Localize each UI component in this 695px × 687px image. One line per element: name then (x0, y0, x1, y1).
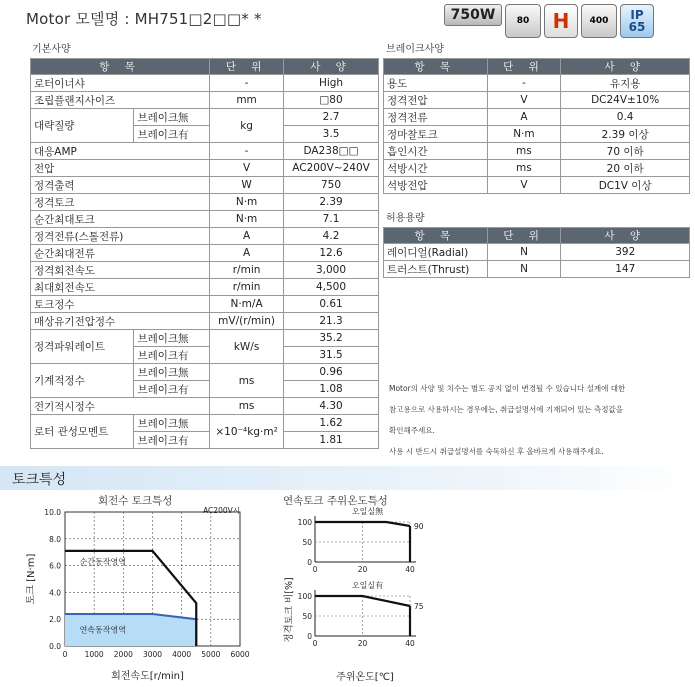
row-value: DA238□□ (284, 143, 379, 160)
x-tick-label: 2000 (113, 650, 133, 659)
row-value: DC24V±10% (561, 92, 690, 109)
row-unit: ms (210, 398, 284, 415)
temp-torque-chart (280, 502, 430, 687)
row-unit: N·m (210, 211, 284, 228)
row-value: 1.81 (284, 432, 379, 449)
row-label: 석방시간 (384, 160, 488, 177)
row-label: 최대회전속도 (31, 279, 210, 296)
inertia-badge: H (544, 4, 578, 38)
row-label: 순간최대전류 (31, 245, 210, 262)
table-row (31, 398, 379, 415)
table-row (31, 262, 379, 279)
row-unit: r/min (210, 279, 284, 296)
row-unit: - (487, 75, 561, 92)
row-sublabel: 브레이크有 (134, 347, 210, 364)
row-unit: A (210, 228, 284, 245)
x-tick-label: 5000 (201, 650, 221, 659)
table-row (384, 109, 690, 126)
y-tick-label: 0.0 (49, 642, 61, 651)
power-badge: 750W (444, 4, 502, 26)
table-row (31, 194, 379, 211)
row-unit: mm (210, 92, 284, 109)
table-row (384, 160, 690, 177)
row-value: 1.62 (284, 415, 379, 432)
row-label: 정격전류(스톨전류) (31, 228, 210, 245)
row-label: 용도 (384, 75, 488, 92)
row-value: 0.61 (284, 296, 379, 313)
row-label: 정격회전속도 (31, 262, 210, 279)
row-unit: kW/s (210, 330, 284, 364)
row-label: 레이디얼(Radial) (384, 244, 488, 261)
row-unit: ms (487, 143, 561, 160)
load-header-unit: 단 위 (487, 228, 561, 244)
page-title: Motor 모델명 : MH751□2□□* * (26, 10, 262, 28)
table-row (31, 109, 379, 126)
x-tick-label: 0 (312, 565, 318, 574)
row-value: High (284, 75, 379, 92)
x-tick-label: 4000 (172, 650, 192, 659)
row-value: 3.5 (284, 126, 379, 143)
notice-line: Motor의 사양 및 치수는 별도 공지 없이 변경될 수 있습니다 설계에 대한 (389, 384, 626, 393)
end-value-label: 90 (414, 522, 424, 531)
section-band (0, 466, 695, 490)
y-tick-label: 100 (297, 518, 312, 527)
x-tick-label: 40 (405, 639, 415, 648)
brake-header-spec: 사 양 (561, 59, 690, 75)
load-header-item: 항 목 (384, 228, 488, 244)
row-label: 정격파워레이트 (31, 330, 134, 364)
table-row (31, 279, 379, 296)
ip-badge (620, 4, 654, 38)
speed-torque-title: 회전수 토크특성 (98, 495, 173, 507)
row-unit: kg (210, 109, 284, 143)
basic-header-unit: 단 위 (210, 59, 284, 75)
table-row (31, 364, 379, 381)
row-label: 대략질량 (31, 109, 134, 143)
notice-text (389, 378, 689, 462)
row-sublabel: 브레이크無 (134, 109, 210, 126)
row-unit: A (210, 245, 284, 262)
y-tick-label: 0 (307, 558, 312, 567)
x-tick-label: 20 (357, 639, 368, 648)
temp-torque-title: 연속토크 주위온도특성 (283, 495, 388, 507)
end-value-label: 75 (414, 602, 424, 611)
row-label: 조립플랜지사이즈 (31, 92, 210, 109)
row-unit: N·m/A (210, 296, 284, 313)
y-tick-label: 6.0 (49, 561, 61, 571)
table-row (384, 261, 690, 278)
row-value: 147 (561, 261, 690, 278)
row-label: 로터 관성모멘트 (31, 415, 134, 449)
notice-line: 참고용으로 사용하시는 경우에는, 취급설명서에 기재되어 있는 측정값을 (389, 405, 624, 414)
load-spec-label: 허용용량 (386, 213, 425, 224)
row-label: 기계적정수 (31, 364, 134, 398)
row-unit: ×10⁻⁴kg·m² (210, 415, 284, 449)
row-value: 35.2 (284, 330, 379, 347)
row-value: 1.08 (284, 381, 379, 398)
row-sublabel: 브레이크有 (134, 432, 210, 449)
panel-label: 오일실有 (351, 581, 384, 590)
row-value: 4,500 (284, 279, 379, 296)
basic-header-item: 항 목 (31, 59, 210, 75)
row-unit: mV/(r/min) (210, 313, 284, 330)
x-tick-label: 3000 (142, 650, 163, 659)
row-value: 392 (561, 244, 690, 261)
table-row (384, 92, 690, 109)
y-tick-label: 2.0 (49, 615, 61, 625)
row-value: 12.6 (284, 245, 379, 262)
table-row (31, 228, 379, 245)
row-unit: r/min (210, 262, 284, 279)
row-unit: N (487, 261, 561, 278)
flange-badge: 80 (505, 4, 541, 38)
y-tick-label: 50 (302, 612, 312, 621)
brake-spec-table (383, 58, 690, 194)
peak-region-label: 순간동작영역 (79, 557, 126, 567)
row-value: 3,000 (284, 262, 379, 279)
row-label: 매상유기전압정수 (31, 313, 210, 330)
panel-label: 오일실無 (351, 507, 384, 516)
row-sublabel: 브레이크無 (134, 415, 210, 432)
chart-annotation: AC200V시 (203, 506, 240, 515)
row-label: 순간최대토크 (31, 211, 210, 228)
row-label: 토크정수 (31, 296, 210, 313)
table-row (384, 244, 690, 261)
table-row (31, 330, 379, 347)
row-unit: N·m (210, 194, 284, 211)
row-unit: V (487, 92, 561, 109)
table-row (384, 75, 690, 92)
row-unit: V (210, 160, 284, 177)
load-spec-table (383, 227, 690, 278)
row-value: □80 (284, 92, 379, 109)
row-label: 흡인시간 (384, 143, 488, 160)
row-label: 전압 (31, 160, 210, 177)
x-axis-label: 주위온도[℃] (336, 672, 394, 683)
y-axis-label: 토크 [N·m] (26, 553, 37, 605)
ip-badge-top: IP (630, 8, 644, 22)
y-tick-label: 8.0 (49, 534, 61, 544)
brake-header-item: 항 목 (384, 59, 488, 75)
table-row (31, 296, 379, 313)
row-value: 0.96 (284, 364, 379, 381)
x-tick-label: 6000 (230, 650, 250, 659)
table-row (31, 211, 379, 228)
table-row (384, 177, 690, 194)
row-value: 2.7 (284, 109, 379, 126)
badge-group (444, 4, 654, 38)
row-sublabel: 브레이크有 (134, 381, 210, 398)
row-label: 석방전압 (384, 177, 488, 194)
x-tick-label: 0 (312, 639, 318, 648)
ip-badge-bottom: 65 (628, 20, 646, 34)
table-row (384, 143, 690, 160)
notice-line: 사용 시 반드시 취급설명서를 숙독하신 후 올바르게 사용해주세요. (389, 447, 604, 456)
table-row (31, 160, 379, 177)
brake-spec-label: 브레이크사양 (386, 44, 444, 55)
table-row (31, 177, 379, 194)
row-label: 로터이너샤 (31, 75, 210, 92)
row-unit: N·m (487, 126, 561, 143)
row-label: 정격전류 (384, 109, 488, 126)
row-label: 정격토크 (31, 194, 210, 211)
y-tick-label: 50 (302, 538, 312, 547)
notice-line: 확인해주세요. (389, 426, 435, 435)
table-row (31, 75, 379, 92)
row-value: 4.2 (284, 228, 379, 245)
row-sublabel: 브레이크有 (134, 126, 210, 143)
x-tick-label: 20 (357, 565, 368, 574)
table-row (31, 313, 379, 330)
row-label: 정격전압 (384, 92, 488, 109)
row-value: 0.4 (561, 109, 690, 126)
brake-header-unit: 단 위 (487, 59, 561, 75)
x-tick-label: 0 (62, 650, 68, 659)
row-label: 전기적시정수 (31, 398, 210, 415)
table-row (31, 143, 379, 160)
continuous-region-label: 연속동작영역 (79, 625, 126, 635)
table-row (384, 126, 690, 143)
row-unit: - (210, 143, 284, 160)
row-value: 21.3 (284, 313, 379, 330)
x-tick-label: 1000 (84, 650, 104, 659)
row-unit: A (487, 109, 561, 126)
row-unit: ms (487, 160, 561, 177)
y-tick-label: 4.0 (49, 588, 61, 598)
y-tick-label: 0 (307, 632, 312, 641)
row-value: 2.39 (284, 194, 379, 211)
row-label: 정마찰토크 (384, 126, 488, 143)
speed-torque-chart (20, 505, 280, 685)
row-value: 4.30 (284, 398, 379, 415)
load-header-spec: 사 양 (561, 228, 690, 244)
row-label: 대응AMP (31, 143, 210, 160)
y-tick-label: 100 (297, 592, 312, 601)
voltage-badge: 400 (581, 4, 617, 38)
row-value: 7.1 (284, 211, 379, 228)
row-unit: - (210, 75, 284, 92)
row-value: AC200V~240V (284, 160, 379, 177)
row-unit: N (487, 244, 561, 261)
section-title: 토크특성 (12, 472, 67, 488)
row-sublabel: 브레이크無 (134, 364, 210, 381)
y-axis-label: 정격토크 비[%] (284, 577, 295, 643)
table-row (31, 415, 379, 432)
row-unit: ms (210, 364, 284, 398)
row-value: 유지용 (561, 75, 690, 92)
y-tick-label: 10.0 (44, 508, 61, 517)
row-label: 트러스트(Thrust) (384, 261, 488, 278)
row-unit: V (487, 177, 561, 194)
row-value: 2.39 이상 (561, 126, 690, 143)
row-value: 31.5 (284, 347, 379, 364)
row-unit: W (210, 177, 284, 194)
x-tick-label: 40 (405, 565, 415, 574)
x-axis-label: 회전속도[r/min] (111, 671, 184, 682)
basic-spec-label: 기본사양 (32, 44, 71, 55)
row-sublabel: 브레이크無 (134, 330, 210, 347)
basic-spec-table (30, 58, 379, 449)
row-value: 70 이하 (561, 143, 690, 160)
table-row (31, 245, 379, 262)
row-value: 750 (284, 177, 379, 194)
basic-header-spec: 사 양 (284, 59, 379, 75)
row-label: 정격출력 (31, 177, 210, 194)
table-row (31, 92, 379, 109)
row-value: DC1V 이상 (561, 177, 690, 194)
row-value: 20 이하 (561, 160, 690, 177)
